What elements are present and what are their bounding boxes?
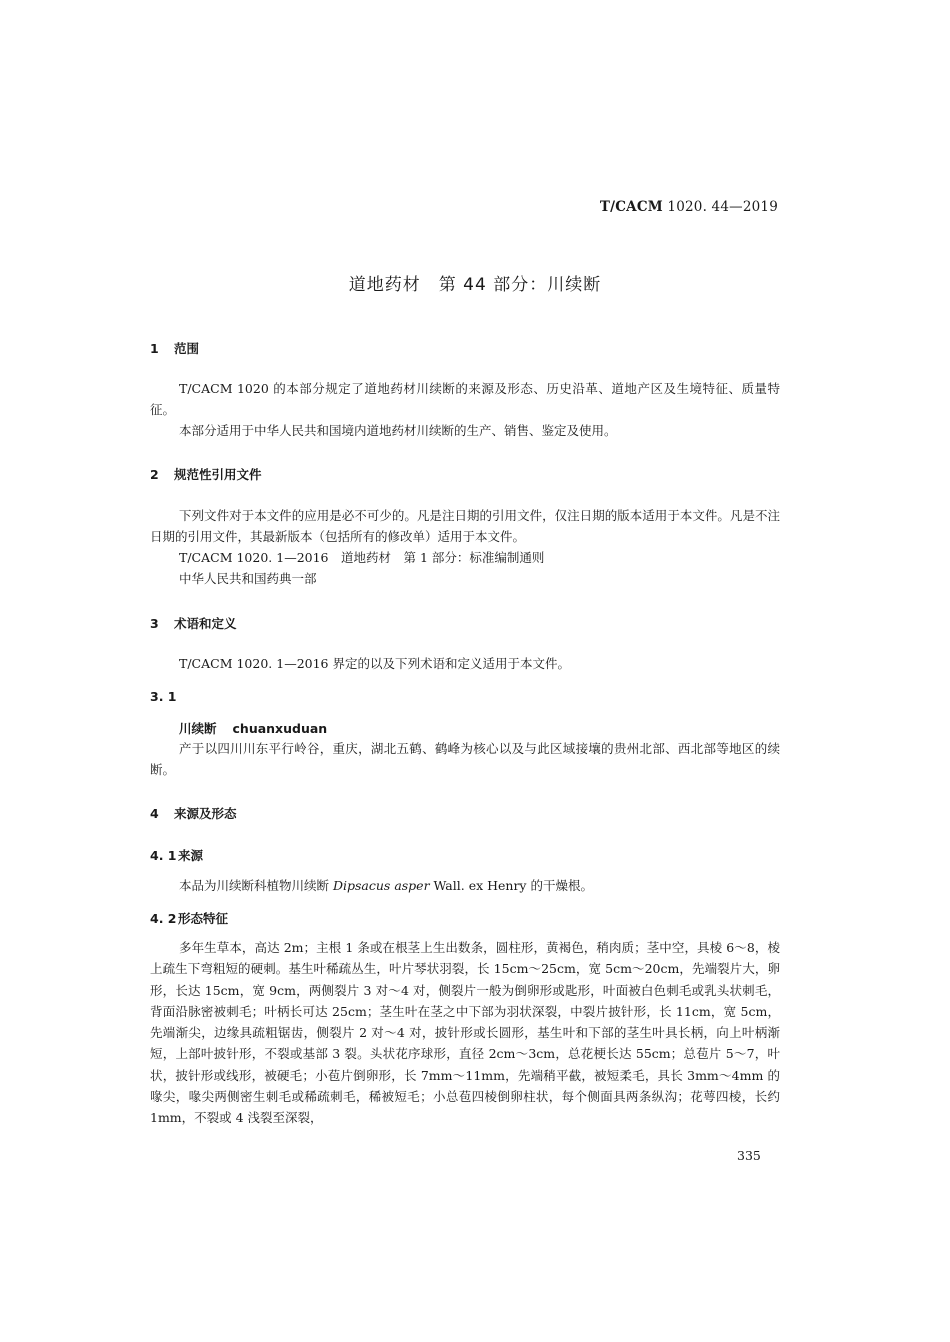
subsection-4-1-number: 4. 1 [150,848,177,863]
section-3-title: 术语和定义 [174,616,237,631]
section-4-number: 4 [150,806,159,821]
section-2-heading [150,465,262,483]
section-4-title: 来源及形态 [174,806,237,821]
subsection-4-2-heading [150,909,228,927]
reference-2: 中华人民共和国药典一部 [179,571,317,586]
section-1-paragraph-2: 本部分适用于中华人民共和国境内道地药材川续断的生产、销售、鉴定及使用。 [179,423,617,438]
subsection-4-1-heading [150,846,203,864]
section-4-heading [150,804,237,822]
section-3-heading [150,614,237,632]
subsection-4-1-title: 来源 [178,848,204,863]
source-text-pre: 本品为川续断科植物川续断 [179,878,333,893]
term-heading [179,719,327,737]
page-number: 335 [737,1148,761,1163]
document-code-prefix: T/CACM [599,199,663,215]
section-1-heading [150,339,199,357]
term-definition: 产于以四川川东平行岭谷，重庆，湖北五鹤、鹤峰为核心以及与此区域接壤的贵州北部、西北部等地区的续断。 [150,741,780,778]
section-2-paragraph-1: 下列文件对于本文件的应用是必不可少的。凡是注日期的引用文件，仅注日期的版本适用于本文件。凡是不注日期的引用文件，其最新版本（包括所有的修改单）适用于本文件。 [150,508,780,545]
section-1-number: 1 [150,341,159,356]
term-chinese: 川续断 [179,721,217,736]
term-pinyin: chuanxuduan [232,721,328,736]
section-2-number: 2 [150,467,159,482]
reference-1: T/CACM 1020. 1—2016 道地药材 第 1 部分：标准编制通则 [179,550,545,565]
morphology-paragraph: 多年生草本，高达 2m；主根 1 条或在根茎上生出数条，圆柱形，黄褐色，稍肉质；茎中空，具棱 6～8，棱上疏生下弯粗短的硬刺。基生叶稀疏丛生，叶片琴状羽裂，长 15cm～25cm，宽 5cm～20cm，先端裂片大，卵形，长达 15cm，宽 9cm，两侧裂片 3 对～4 对，侧裂片一般为倒卵形或匙形，叶面被白色刺毛或乳头状刺毛，背面沿脉密被刺毛；叶柄长可达 25cm；茎生叶在茎之中下部为羽状深裂，中裂片披针形，长 11cm，宽 5cm，先端渐尖，边缘具疏粗锯齿，侧裂片 2 对～4 对，披针形或长圆形，基生叶和下部的茎生叶具长柄，向上叶柄渐短，上部叶披针形，不裂或基部 3 裂。头状花序球形，直径 2cm～3cm，总花梗长达 55cm；总苞片 5～7，叶状，披针形或线形，被硬毛；小苞片倒卵形，长 7mm～11mm，先端稍平截，被短柔毛，具长 3mm～4mm 的喙尖，喙尖两侧密生刺毛或稀疏刺毛，稀被短毛；小总苞四棱倒卵柱状，每个侧面具两条纵沟；花萼四棱，长约 1mm，不裂或 4 浅裂至深裂， [150,940,780,1126]
subsection-4-2-number: 4. 2 [150,911,177,926]
section-3-paragraph-1: T/CACM 1020. 1—2016 界定的以及下列术语和定义适用于本文件。 [179,656,570,671]
source-text-post: Wall. ex Henry 的干燥根。 [429,878,593,893]
subsection-3-1-number: 3. 1 [150,689,177,704]
section-1-paragraph-1: T/CACM 1020 的本部分规定了道地药材川续断的来源及形态、历史沿革、道地产区及生境特征、质量特征。 [150,381,780,418]
section-1-title: 范围 [174,341,200,356]
page-title: 道地药材 第 44 部分：川续断 [348,275,602,295]
document-code-suffix: 1020. 44—2019 [662,199,778,215]
subsection-4-2-title: 形态特征 [178,911,229,926]
source-latin-name: Dipsacus asper [332,878,430,893]
section-3-number: 3 [150,616,159,631]
source-paragraph [150,875,780,896]
section-2-title: 规范性引用文件 [174,467,262,482]
document-code [600,199,778,215]
